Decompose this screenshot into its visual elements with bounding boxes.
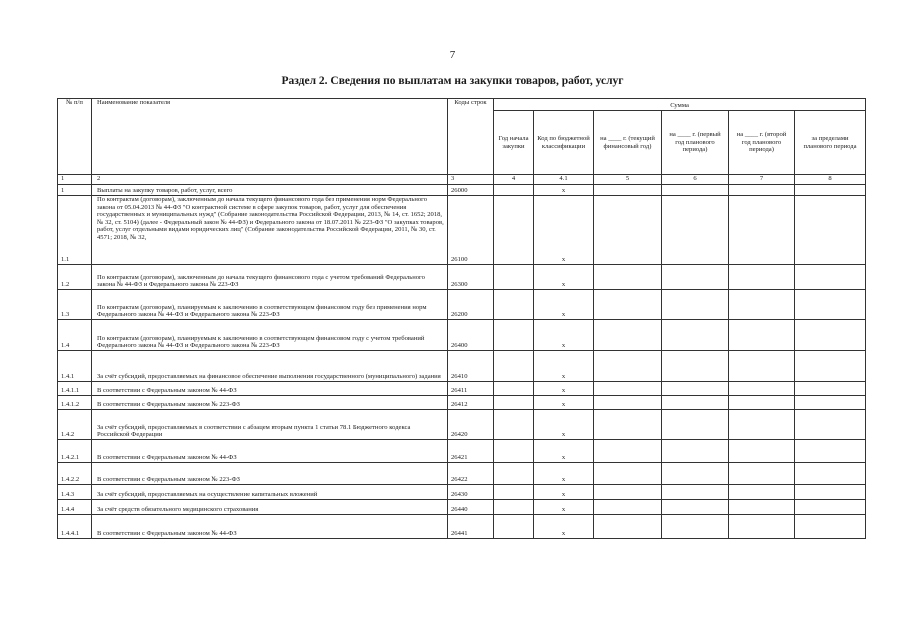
row-name: В соответствии с Федеральным законом № 223-ФЗ	[92, 396, 448, 410]
row-value-cell	[662, 290, 729, 320]
row-value-cell	[662, 320, 729, 351]
row-value-cell	[729, 265, 795, 290]
row-value-cell	[729, 463, 795, 485]
row-num: 1.2	[58, 265, 92, 290]
row-value-cell	[795, 185, 866, 196]
row-year-cell	[494, 290, 534, 320]
header-num: № п/п	[58, 99, 92, 175]
row-value-cell	[795, 463, 866, 485]
row-value-cell	[795, 396, 866, 410]
table-row	[58, 265, 866, 290]
row-code: 26300	[448, 265, 494, 290]
row-value-cell	[594, 382, 662, 396]
row-num: 1.4.2.1	[58, 440, 92, 463]
row-value-cell	[729, 500, 795, 515]
row-mark: x	[534, 500, 594, 515]
row-code: 26440	[448, 500, 494, 515]
row-num: 1	[58, 185, 92, 196]
row-value-cell	[795, 196, 866, 265]
row-mark: x	[534, 485, 594, 500]
row-year-cell	[494, 196, 534, 265]
row-name: По контрактам (договорам), заключенным до начала текущего финансового года с учетом требований Федерального закона № 44-ФЗ и Федерального закона № 223-ФЗ	[92, 265, 448, 290]
row-value-cell	[729, 351, 795, 382]
row-value-cell	[662, 463, 729, 485]
row-year-cell	[494, 500, 534, 515]
row-code: 26422	[448, 463, 494, 485]
table-row	[58, 463, 866, 485]
row-code: 26412	[448, 396, 494, 410]
row-name: За счёт субсидий, предоставляемых в соответствии с абзацем вторым пункта 1 статьи 78.1 Бюджетного кодекса Российской Федерации	[92, 410, 448, 440]
row-mark: x	[534, 463, 594, 485]
row-name: В соответствии с Федеральным законом № 44-ФЗ	[92, 382, 448, 396]
column-number: 3	[448, 175, 494, 185]
row-value-cell	[795, 382, 866, 396]
row-value-cell	[662, 196, 729, 265]
row-value-cell	[729, 196, 795, 265]
row-value-cell	[662, 351, 729, 382]
column-number: 5	[594, 175, 662, 185]
row-name: По контрактам (договорам), планируемым к заключению в соответствующем финансовом году без применения норм Федерального закона № 44-ФЗ и Федерального закона № 223-ФЗ	[92, 290, 448, 320]
row-code: 26420	[448, 410, 494, 440]
row-mark: x	[534, 185, 594, 196]
row-value-cell	[729, 382, 795, 396]
table-row	[58, 410, 866, 440]
row-num: 1.4.2.2	[58, 463, 92, 485]
row-num: 1.4.1.2	[58, 396, 92, 410]
header-second-plan-year: на ____ г. (второй год планового периода)	[729, 111, 795, 175]
header-code: Коды строк	[448, 99, 494, 175]
table-body	[58, 185, 866, 539]
row-value-cell	[795, 265, 866, 290]
row-num: 1.4	[58, 320, 92, 351]
table-row	[58, 382, 866, 396]
row-value-cell	[662, 500, 729, 515]
row-code: 26100	[448, 196, 494, 265]
row-value-cell	[795, 500, 866, 515]
row-value-cell	[729, 290, 795, 320]
row-name: В соответствии с Федеральным законом № 223-ФЗ	[92, 463, 448, 485]
row-value-cell	[662, 440, 729, 463]
row-value-cell	[662, 410, 729, 440]
header-budget-code: Код по бюджетной классификации	[534, 111, 594, 175]
header-sum: Сумма	[494, 99, 866, 111]
row-value-cell	[594, 500, 662, 515]
column-number: 8	[795, 175, 866, 185]
row-code: 26400	[448, 320, 494, 351]
row-value-cell	[729, 440, 795, 463]
row-name: За счёт средств обязательного медицинского страхования	[92, 500, 448, 515]
row-value-cell	[594, 440, 662, 463]
row-code: 26200	[448, 290, 494, 320]
row-year-cell	[494, 485, 534, 500]
row-num: 1.4.4	[58, 500, 92, 515]
table-row	[58, 320, 866, 351]
row-value-cell	[594, 351, 662, 382]
row-year-cell	[494, 396, 534, 410]
row-code: 26410	[448, 351, 494, 382]
row-num: 1.4.1	[58, 351, 92, 382]
row-value-cell	[594, 320, 662, 351]
row-value-cell	[795, 290, 866, 320]
table-row	[58, 185, 866, 196]
row-value-cell	[729, 410, 795, 440]
row-mark: x	[534, 382, 594, 396]
row-num: 1.4.1.1	[58, 382, 92, 396]
page-number: 7	[449, 49, 456, 61]
row-code: 26430	[448, 485, 494, 500]
row-year-cell	[494, 515, 534, 539]
row-value-cell	[729, 320, 795, 351]
row-value-cell	[594, 290, 662, 320]
header-current-year: на ____ г. (текущий финансовый год)	[594, 111, 662, 175]
table-row	[58, 485, 866, 500]
column-numbers-row	[58, 175, 866, 185]
row-value-cell	[795, 351, 866, 382]
column-number: 4.1	[534, 175, 594, 185]
row-value-cell	[594, 463, 662, 485]
row-value-cell	[795, 440, 866, 463]
row-name: Выплаты на закупку товаров, работ, услуг, всего	[92, 185, 448, 196]
row-value-cell	[662, 185, 729, 196]
row-mark: x	[534, 290, 594, 320]
row-value-cell	[729, 396, 795, 410]
row-value-cell	[795, 485, 866, 500]
section-title: Раздел 2. Сведения по выплатам на закупки товаров, работ, услуг	[281, 75, 624, 87]
table-row	[58, 440, 866, 463]
row-value-cell	[662, 382, 729, 396]
row-num: 1.4.2	[58, 410, 92, 440]
row-value-cell	[594, 515, 662, 539]
row-mark: x	[534, 440, 594, 463]
row-mark: x	[534, 351, 594, 382]
row-year-cell	[494, 265, 534, 290]
row-mark: x	[534, 320, 594, 351]
row-name: В соответствии с Федеральным законом № 44-ФЗ	[92, 515, 448, 539]
column-number: 2	[92, 175, 448, 185]
header-first-plan-year: на ____ г. (первый год планового периода)	[662, 111, 729, 175]
column-number: 6	[662, 175, 729, 185]
row-num: 1.4.3	[58, 485, 92, 500]
row-value-cell	[729, 515, 795, 539]
table-row	[58, 396, 866, 410]
row-num: 1.3	[58, 290, 92, 320]
row-code: 26441	[448, 515, 494, 539]
row-num: 1.4.4.1	[58, 515, 92, 539]
row-mark: x	[534, 515, 594, 539]
row-mark: x	[534, 196, 594, 265]
row-value-cell	[594, 410, 662, 440]
row-value-cell	[662, 515, 729, 539]
header-name: Наименование показателя	[92, 99, 448, 175]
column-number: 7	[729, 175, 795, 185]
row-value-cell	[795, 410, 866, 440]
row-code: 26000	[448, 185, 494, 196]
row-name: В соответствии с Федеральным законом № 44-ФЗ	[92, 440, 448, 463]
row-value-cell	[594, 265, 662, 290]
row-year-cell	[494, 351, 534, 382]
row-name: По контрактам (договорам), планируемым к заключению в соответствующем финансовом году с учетом требований Федерального закона № 44-ФЗ и Федерального закона № 223-ФЗ	[92, 320, 448, 351]
row-value-cell	[795, 320, 866, 351]
row-code: 26421	[448, 440, 494, 463]
row-value-cell	[594, 196, 662, 265]
row-value-cell	[729, 185, 795, 196]
row-name: По контрактам (договорам), заключенным до начала текущего финансового года без применения норм Федерального закона от 05.04.2013 № 44-ФЗ "О контрактной системе в сфере закупок товаров, работ, услуг для обеспечения государственных и муниципальных нужд" (Собрание законодательства Российской Федерации, 2013, № 14, ст. 1652; 2018, № 32, ст. 5104) (далее - Федеральный закон № 44-ФЗ) и Федерального закона от 18.07.2011 № 223-ФЗ "О закупках товаров, работ, услуг отдельными видами юридических лиц" (Собрание законодательства Российской Федерации, 2011, № 30, ст. 4571; 2018, № 32,	[92, 196, 448, 265]
row-year-cell	[494, 463, 534, 485]
table-row	[58, 290, 866, 320]
table-row	[58, 515, 866, 539]
column-number: 1	[58, 175, 92, 185]
table-header	[58, 99, 866, 185]
row-year-cell	[494, 440, 534, 463]
expenditure-table	[57, 98, 866, 539]
column-number: 4	[494, 175, 534, 185]
row-value-cell	[662, 485, 729, 500]
row-value-cell	[662, 265, 729, 290]
header-year: Год начала закупки	[494, 111, 534, 175]
row-mark: x	[534, 396, 594, 410]
row-value-cell	[594, 185, 662, 196]
row-mark: x	[534, 265, 594, 290]
row-value-cell	[594, 485, 662, 500]
row-name: За счёт субсидий, предоставляемых на финансовое обеспечение выполнения государственного (муниципального) задания	[92, 351, 448, 382]
row-year-cell	[494, 185, 534, 196]
row-mark: x	[534, 410, 594, 440]
table-row	[58, 351, 866, 382]
row-year-cell	[494, 382, 534, 396]
table-row	[58, 500, 866, 515]
row-year-cell	[494, 320, 534, 351]
row-code: 26411	[448, 382, 494, 396]
table-row	[58, 196, 866, 265]
row-value-cell	[662, 396, 729, 410]
row-value-cell	[594, 396, 662, 410]
header-beyond-plan: за пределами планового периода	[795, 111, 866, 175]
row-value-cell	[795, 515, 866, 539]
row-year-cell	[494, 410, 534, 440]
row-num: 1.1	[58, 196, 92, 265]
row-value-cell	[729, 485, 795, 500]
row-name: За счёт субсидий, предоставляемых на осуществление капитальных вложений	[92, 485, 448, 500]
